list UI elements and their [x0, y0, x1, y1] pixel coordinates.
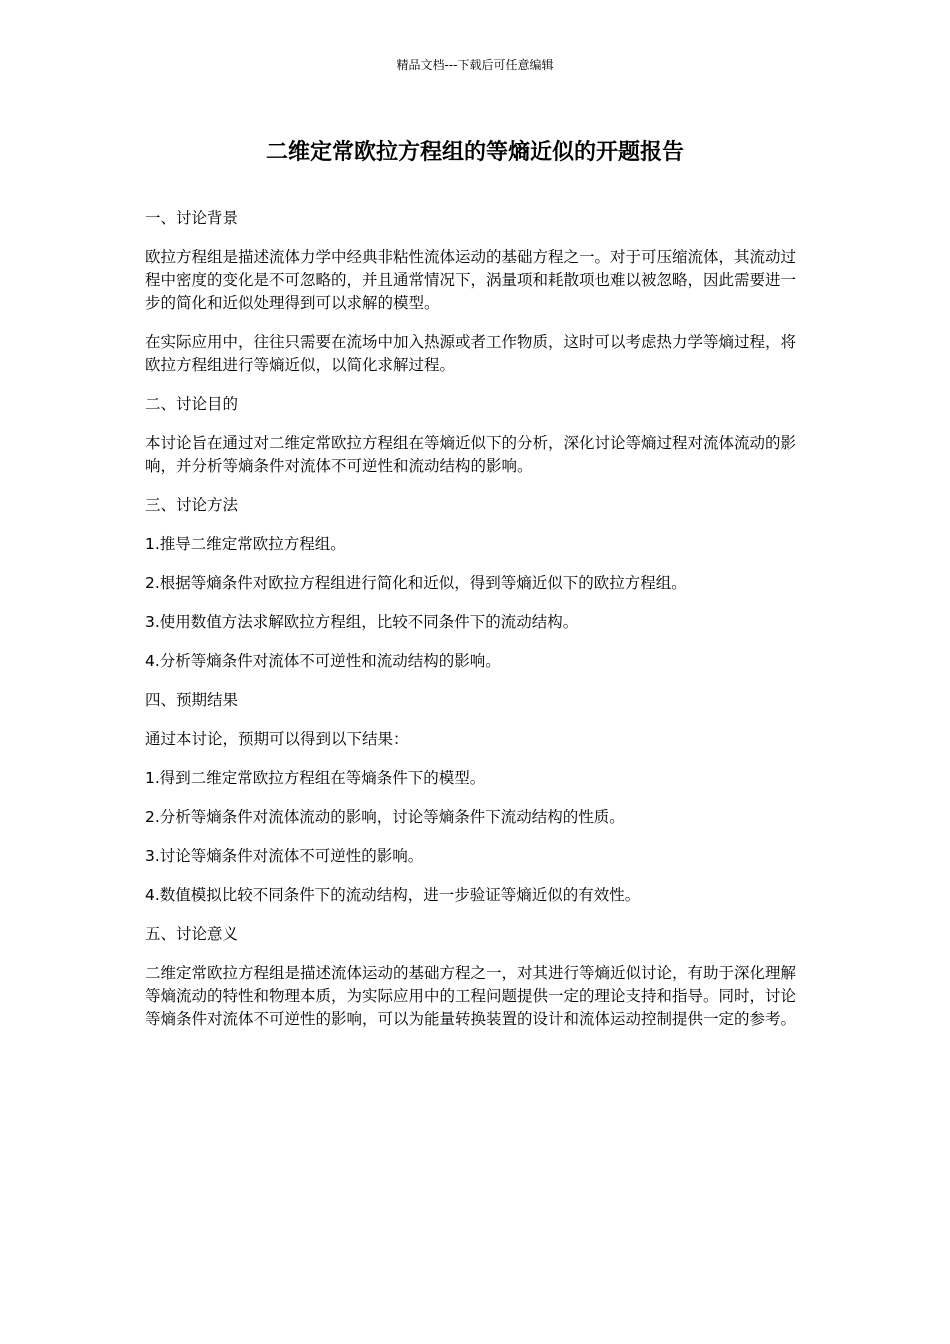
document-title: 二维定常欧拉方程组的等熵近似的开题报告	[265, 140, 684, 165]
paragraph: 在实际应用中，往往只需要在流场中加入热源或者工作物质，这时可以考虑热力学等熵过程，将欧拉方程组进行等熵近似，以简化求解过程。	[145, 333, 797, 374]
document-body	[145, 207, 805, 1047]
section-heading: 四、预期结果	[145, 691, 239, 709]
section-heading: 五、讨论意义	[145, 925, 239, 943]
paragraph: 二维定常欧拉方程组是描述流体运动的基础方程之一，对其进行等熵近似讨论，有助于深化理解等熵流动的特性和物理本质，为实际应用中的工程问题提供一定的理论支持和指导。同时，讨论等熵条件对流体不可逆性的影响，可以为能量转换装置的设计和流体运动控制提供一定的参考。	[145, 964, 797, 1028]
list-item: 3.讨论等熵条件对流体不可逆性的影响。	[145, 847, 424, 865]
section-heading: 三、讨论方法	[145, 496, 239, 514]
section-method	[145, 494, 805, 673]
paragraph: 欧拉方程组是描述流体力学中经典非粘性流体运动的基础方程之一。对于可压缩流体，其流动过程中密度的变化是不可忽略的，并且通常情况下，涡量项和耗散项也难以被忽略，因此需要进一步的简化和近似处理得到可以求解的模型。	[145, 248, 797, 312]
list-item: 3.使用数值方法求解欧拉方程组，比较不同条件下的流动结构。	[145, 613, 579, 631]
section-purpose	[145, 393, 805, 478]
section-heading: 二、讨论目的	[145, 395, 239, 413]
section-expected-results	[145, 689, 805, 907]
section-heading: 一、讨论背景	[145, 209, 239, 227]
list-item: 4.分析等熵条件对流体不可逆性和流动结构的影响。	[145, 652, 501, 670]
section-significance	[145, 923, 805, 1031]
paragraph: 通过本讨论，预期可以得到以下结果：	[145, 730, 409, 748]
list-item: 1.推导二维定常欧拉方程组。	[145, 535, 346, 553]
list-item: 2.根据等熵条件对欧拉方程组进行简化和近似，得到等熵近似下的欧拉方程组。	[145, 574, 687, 592]
page-header-watermark: 精品文档---下载后可任意编辑	[396, 58, 554, 72]
list-item: 1.得到二维定常欧拉方程组在等熵条件下的模型。	[145, 769, 486, 787]
section-background	[145, 207, 805, 377]
list-item: 4.数值模拟比较不同条件下的流动结构，进一步验证等熵近似的有效性。	[145, 886, 641, 904]
list-item: 2.分析等熵条件对流体流动的影响，讨论等熵条件下流动结构的性质。	[145, 808, 625, 826]
paragraph: 本讨论旨在通过对二维定常欧拉方程组在等熵近似下的分析，深化讨论等熵过程对流体流动的影响，并分析等熵条件对流体不可逆性和流动结构的影响。	[145, 434, 797, 475]
